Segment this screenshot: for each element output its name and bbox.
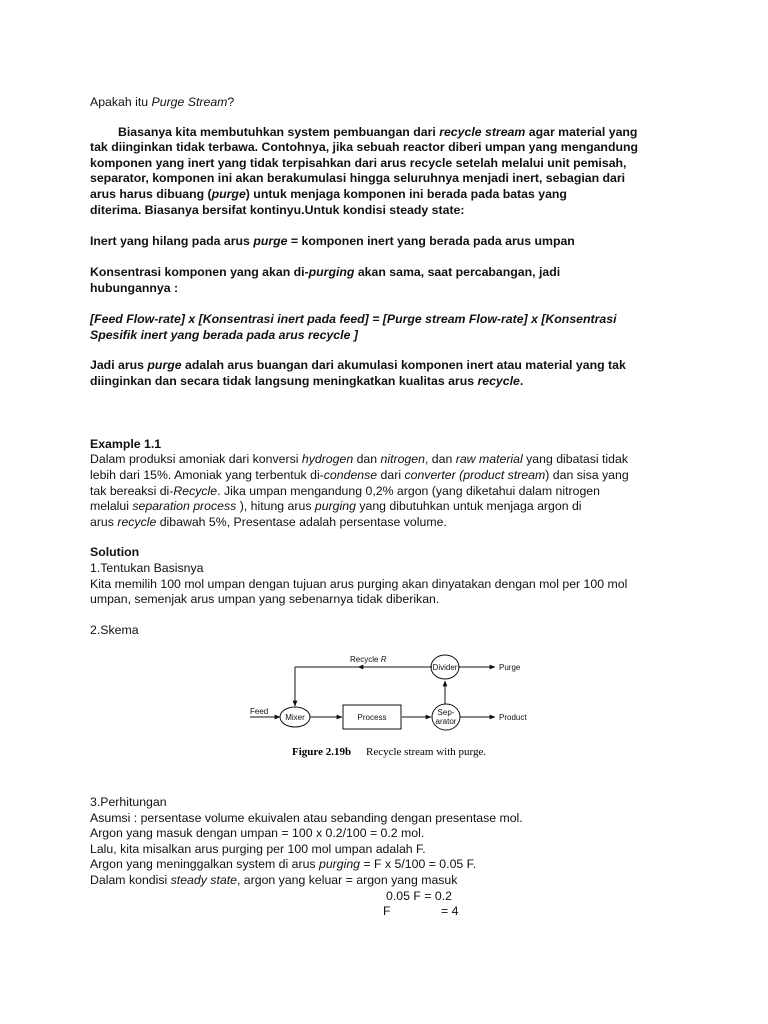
calc-line-4: Argon yang meninggalkan system di arus purging = F x 5/100 = 0.05 F. <box>90 857 477 871</box>
calc-line-7-value: = 4 <box>441 904 459 918</box>
konsentrasi-line-2: hubungannya : <box>90 281 179 295</box>
separator-label-2: arator <box>435 717 457 726</box>
formula-line-1: [Feed Flow-rate] x [Konsentrasi inert pada feed] = [Purge stream Flow-rate] x [Konsentrasi <box>90 312 617 326</box>
product-label: Product <box>499 713 527 722</box>
mixer-label: Mixer <box>285 713 305 722</box>
step-3-title: 3.Perhitungan <box>90 795 167 809</box>
para-line-3: komponen yang inert yang tidak terpisahkan dari arus recycle setelah melalui unit pemisah, <box>90 156 627 170</box>
example-line-3: tak bereaksi di-Recycle. Jika umpan mengandung 0,2% argon (yang diketahui dalam nitrogen <box>90 484 600 498</box>
para-line-2: tak diinginkan tidak terbawa. Contohnya, jika sebuah reactor diberi umpan yang mengandung <box>90 140 638 154</box>
jadi-line-2: diinginkan dan secara tidak langsung meningkatkan kualitas arus recycle. <box>90 374 524 388</box>
example-line-4: melalui separation process ), hitung arus purging yang dibutuhkan untuk menjaga argon di <box>90 499 582 513</box>
para-line-1: Biasanya kita membutuhkan system pembuangan dari recycle stream agar material yang <box>118 125 638 139</box>
calc-line-6: 0.05 F = 0.2 <box>386 889 452 903</box>
formula-line-2: Spesifik inert yang berada pada arus recycle ] <box>90 328 358 342</box>
calc-line-5: Dalam kondisi steady state, argon yang keluar = argon yang masuk <box>90 873 458 887</box>
jadi-line-1: Jadi arus purge adalah arus buangan dari akumulasi komponen inert atau material yang tak <box>90 358 626 372</box>
divider-label: Divider <box>432 663 458 672</box>
recycle-purge-diagram <box>240 648 530 766</box>
calc-line-3: Lalu, kita misalkan arus purging per 100 mol umpan adalah F. <box>90 842 426 856</box>
figure-caption: Recycle stream with purge. <box>366 746 487 758</box>
feed-label: Feed <box>250 707 269 716</box>
para-line-4: separator, komponen ini akan berakumulasi hingga seluruhnya menjadi inert, sebagian dari <box>90 171 626 185</box>
para-line-5: arus harus dibuang (purge) untuk menjaga komponen ini berada pada batas yang <box>90 187 567 201</box>
step-1-line-2: umpan, semenjak arus umpan yang sebenarnya tidak diberikan. <box>90 592 440 606</box>
step-2-title: 2.Skema <box>90 623 139 637</box>
heading-purge-stream: Apakah itu Purge Stream? <box>90 95 235 109</box>
separator-label-1: Sep- <box>437 708 455 717</box>
para-line-6: diterima. Biasanya bersifat kontinyu.Untuk kondisi steady state: <box>90 203 465 217</box>
inert-statement: Inert yang hilang pada arus purge = komponen inert yang berada pada arus umpan <box>90 234 575 248</box>
step-1-title: 1.Tentukan Basisnya <box>90 561 204 575</box>
calc-line-1: Asumsi : persentase volume ekuivalen atau sebanding dengan presentase mol. <box>90 811 523 825</box>
purge-label: Purge <box>499 663 521 672</box>
solution-title: Solution <box>90 545 140 559</box>
example-title: Example 1.1 <box>90 437 162 451</box>
recycle-label: Recycle R <box>350 655 387 664</box>
example-line-1: Dalam produksi amoniak dari konversi hydrogen dan nitrogen, dan raw material yang dibatasi tidak <box>90 452 628 466</box>
figure-number: Figure 2.19b <box>292 746 352 758</box>
process-label: Process <box>357 713 387 722</box>
calc-line-2: Argon yang masuk dengan umpan = 100 x 0.2/100 = 0.2 mol. <box>90 826 425 840</box>
example-line-2: lebih dari 15%. Amoniak yang terbentuk di-condense dari converter (product stream) dan sisa yang <box>90 468 629 482</box>
calc-line-7-var: F <box>383 904 391 918</box>
example-line-5: arus recycle dibawah 5%, Presentase adalah persentase volume. <box>90 515 447 529</box>
step-1-line-1: Kita memilih 100 mol umpan dengan tujuan arus purging akan dinyatakan dengan mol per 100 mol <box>90 577 628 591</box>
konsentrasi-line-1: Konsentrasi komponen yang akan di-purging akan sama, saat percabangan, jadi <box>90 265 561 279</box>
